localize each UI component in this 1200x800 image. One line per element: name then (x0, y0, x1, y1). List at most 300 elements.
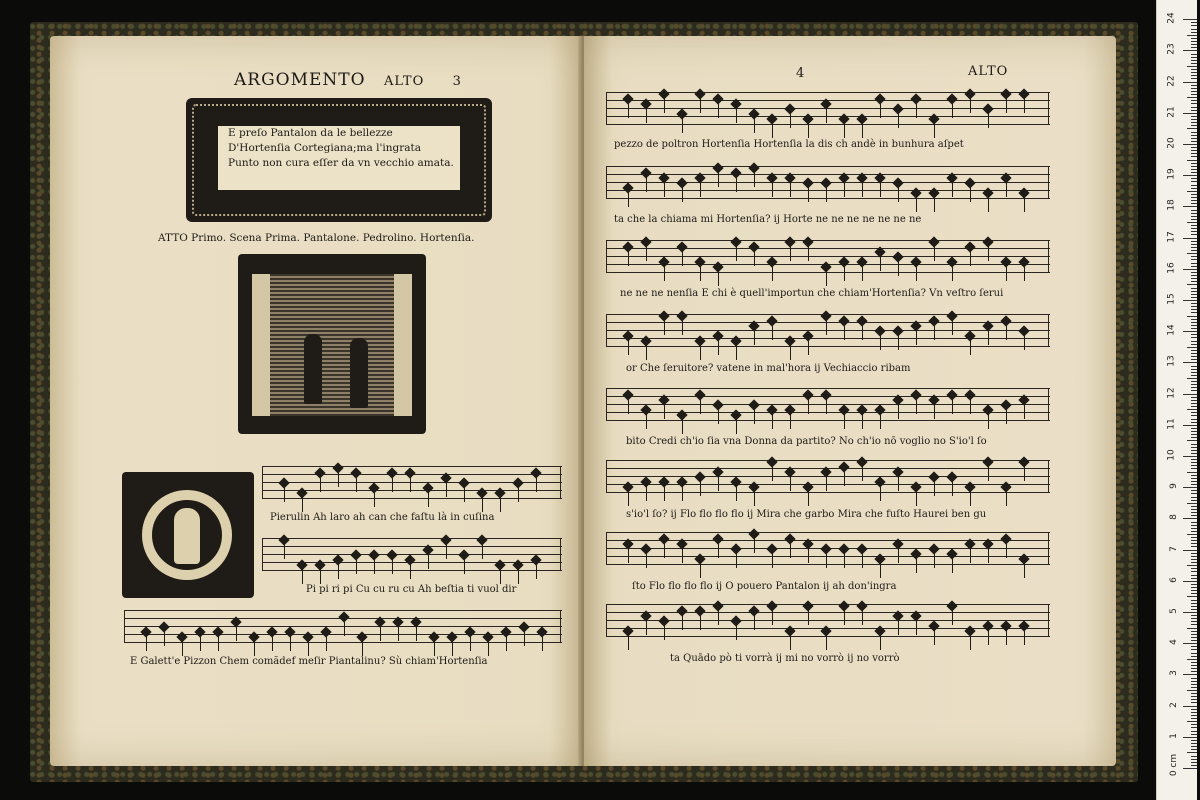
music-staff (606, 162, 1050, 202)
note-stem (862, 610, 863, 625)
ruler-tick (1191, 531, 1197, 532)
note-stem (664, 404, 665, 419)
ruler-tick (1191, 166, 1197, 167)
ruler-tick (1191, 100, 1197, 101)
note-stem (700, 563, 701, 578)
note-stem (808, 399, 809, 414)
note-stem (934, 325, 935, 340)
note-stem (646, 177, 647, 192)
note-stem (344, 621, 345, 636)
ruler-tick (1191, 103, 1197, 104)
note-stem (392, 559, 393, 574)
ruler-tick (1191, 366, 1197, 367)
note-stem (916, 620, 917, 635)
note-stem (664, 320, 665, 335)
ruler-tick (1183, 643, 1197, 644)
note-stem (844, 325, 845, 340)
note-stem (772, 414, 773, 429)
note-stem (934, 553, 935, 568)
note-stem (790, 113, 791, 128)
note-stem (682, 118, 683, 133)
ruler-number: 22 (1166, 74, 1177, 87)
ruler-tick (1191, 38, 1197, 39)
ruler-tick (1191, 450, 1197, 451)
note-stem (808, 548, 809, 563)
ruler-tick (1191, 406, 1197, 407)
staff-bar (606, 314, 607, 347)
ruler-tick (1191, 119, 1197, 120)
note-stem (718, 476, 719, 491)
note-stem (700, 182, 701, 197)
ruler-tick (1191, 702, 1197, 703)
ruler-tick (1191, 91, 1197, 92)
note-stem (772, 123, 773, 138)
note-stem (308, 641, 309, 656)
note-stem (356, 559, 357, 574)
ruler-tick (1191, 132, 1197, 133)
note-stem (862, 123, 863, 138)
staff-line (606, 476, 1050, 477)
ruler-tick (1191, 656, 1197, 657)
ruler-tick (1187, 721, 1197, 722)
ruler-tick (1191, 29, 1197, 30)
ruler-tick (1183, 737, 1197, 738)
note-stem (934, 481, 935, 496)
left-header-voice: ALTO (383, 74, 425, 89)
note-stem (628, 192, 629, 207)
note-stem (164, 631, 165, 646)
ruler-number: 20 (1166, 137, 1177, 149)
note-stem (718, 172, 719, 187)
staff-line (124, 642, 562, 643)
note-stem (682, 251, 683, 266)
right-page-number: 4 (796, 66, 805, 81)
note-stem (862, 466, 863, 481)
ruler-tick (1191, 465, 1197, 466)
ruler-tick (1191, 203, 1197, 204)
ruler-tick (1191, 309, 1197, 310)
note-stem (970, 399, 971, 414)
note-stem (772, 182, 773, 197)
note-stem (718, 103, 719, 118)
ruler-tick (1191, 546, 1197, 547)
note-stem (862, 182, 863, 197)
ruler-tick (1183, 581, 1197, 582)
ruler-tick (1187, 35, 1197, 36)
ruler-tick (1187, 409, 1197, 410)
ruler-tick (1191, 734, 1197, 735)
note-stem (736, 419, 737, 434)
ruler-tick (1191, 381, 1197, 382)
note-stem (1024, 98, 1025, 113)
note-stem (808, 491, 809, 506)
note-stem (898, 113, 899, 128)
note-stem (844, 610, 845, 625)
ruler-tick (1191, 156, 1197, 157)
ruler-tick (1191, 649, 1197, 650)
note-stem (284, 544, 285, 559)
note-stem (646, 246, 647, 261)
ruler-tick (1191, 606, 1197, 607)
note-stem (416, 626, 417, 641)
note-stem (934, 197, 935, 212)
ruler-number: 6 (1169, 576, 1180, 583)
note-stem (1006, 266, 1007, 281)
staff-bar (1048, 532, 1049, 565)
staff-bar (1048, 388, 1049, 421)
ruler-tick (1191, 153, 1197, 154)
ruler-number: 10 (1166, 449, 1177, 461)
staff-line (606, 620, 1050, 621)
ruler-tick (1191, 213, 1197, 214)
ruler-tick (1191, 575, 1197, 576)
ruler-tick (1187, 596, 1197, 597)
staff-line (262, 498, 562, 499)
ruler-tick (1187, 66, 1197, 67)
staff-bar (1048, 314, 1049, 347)
note-stem (880, 103, 881, 118)
staff-bar (1048, 240, 1049, 273)
note-stem (446, 482, 447, 497)
ruler-tick (1191, 47, 1197, 48)
cartouche-line: E preſo Pantalon da le bellezze (228, 127, 393, 139)
note-stem (772, 610, 773, 625)
note-stem (362, 641, 363, 656)
note-stem (952, 481, 953, 496)
ruler-tick (1191, 462, 1197, 463)
ruler-tick (1191, 400, 1197, 401)
note-stem (862, 325, 863, 340)
staff-line (262, 466, 562, 467)
note-stem (488, 641, 489, 656)
ruler-tick (1183, 82, 1197, 83)
ruler-tick (1191, 665, 1197, 666)
ruler-number: 23 (1166, 43, 1177, 56)
ruler-tick (1191, 194, 1197, 195)
note-stem (718, 340, 719, 355)
note-stem (880, 256, 881, 271)
ruler-tick (1187, 222, 1197, 223)
ruler-tick (1191, 225, 1197, 226)
staff-line (606, 604, 1050, 605)
staff-line (124, 634, 562, 635)
ruler-number: 12 (1166, 386, 1177, 399)
ruler-tick (1191, 259, 1197, 260)
staff-line (606, 420, 1050, 421)
ruler-tick (1191, 687, 1197, 688)
ruler-tick (1191, 291, 1197, 292)
note-stem (272, 636, 273, 651)
ruler-tick (1191, 731, 1197, 732)
ruler-tick (1191, 303, 1197, 304)
left-header-title: ARGOMENTO (234, 70, 366, 90)
music-staff (606, 600, 1050, 640)
note-stem (410, 564, 411, 579)
ruler-tick (1191, 746, 1197, 747)
note-stem (1006, 630, 1007, 645)
note-stem (628, 251, 629, 266)
ruler-tick (1191, 241, 1197, 242)
ruler-tick (1191, 234, 1197, 235)
note-stem (754, 491, 755, 506)
music-staff (606, 236, 1050, 276)
ruler-tick (1191, 125, 1197, 126)
ruler-tick (1191, 244, 1197, 245)
ruler-tick (1191, 141, 1197, 142)
staff-line (606, 248, 1050, 249)
ruler-number: 2 (1169, 701, 1180, 708)
note-stem (808, 340, 809, 355)
note-stem (898, 620, 899, 635)
ruler-tick (1183, 331, 1197, 332)
note-stem (736, 108, 737, 123)
lyric-line: bito Credi ch'io ſia vna Donna da partito? No ch'io nō voglio no S'io'l ſo (626, 436, 987, 447)
note-stem (862, 414, 863, 429)
ruler-tick (1187, 160, 1197, 161)
ruler-tick (1191, 69, 1197, 70)
staff-line (606, 198, 1050, 199)
ruler-tick (1191, 375, 1197, 376)
note-stem (952, 610, 953, 625)
note-stem (898, 187, 899, 202)
note-stem (1006, 98, 1007, 113)
ruler-tick (1191, 537, 1197, 538)
staff-bar (1048, 604, 1049, 637)
ruler-tick (1191, 556, 1197, 557)
note-stem (970, 548, 971, 563)
note-stem (428, 554, 429, 569)
note-stem (754, 538, 755, 553)
note-stem (682, 548, 683, 563)
staff-line (606, 330, 1050, 331)
ruler-tick (1191, 172, 1197, 173)
music-staff (606, 88, 1050, 128)
ruler-tick (1191, 587, 1197, 588)
ruler-tick (1191, 169, 1197, 170)
ruler-number: 13 (1166, 355, 1177, 368)
ruler-tick (1191, 263, 1197, 264)
note-stem (898, 335, 899, 350)
note-stem (338, 564, 339, 579)
staff-bar (560, 538, 561, 571)
note-stem (736, 486, 737, 501)
note-stem (754, 409, 755, 424)
ruler-tick (1191, 699, 1197, 700)
note-stem (1024, 335, 1025, 350)
ruler-tick (1191, 228, 1197, 229)
note-stem (988, 113, 989, 128)
ruler-tick (1191, 637, 1197, 638)
note-stem (736, 553, 737, 568)
ruler-tick (1191, 593, 1197, 594)
ruler-tick (1191, 646, 1197, 647)
ruler-tick (1191, 107, 1197, 108)
ruler-tick (1191, 506, 1197, 507)
note-stem (1024, 266, 1025, 281)
ruler-tick (1191, 515, 1197, 516)
ruler-tick (1191, 671, 1197, 672)
ruler-tick (1191, 696, 1197, 697)
ruler-tick (1191, 415, 1197, 416)
note-stem (146, 636, 147, 651)
ruler-tick (1183, 394, 1197, 395)
ruler-tick (1191, 727, 1197, 728)
ruler-tick (1191, 210, 1197, 211)
right-header-voice: ALTO (968, 64, 1009, 79)
ruler-tick (1191, 712, 1197, 713)
note-stem (970, 635, 971, 650)
lyric-line: ne ne ne nenſia E chi è quell'importun che chiam'Hortenſia? Vn veſtro ſerui (620, 288, 1004, 299)
ruler-tick (1191, 181, 1197, 182)
note-stem (682, 187, 683, 202)
staff-line (606, 116, 1050, 117)
note-stem (500, 569, 501, 584)
note-stem (970, 187, 971, 202)
woodcut-scene (252, 274, 412, 416)
ruler-tick (1191, 384, 1197, 385)
note-stem (772, 266, 773, 281)
ruler-tick (1191, 621, 1197, 622)
note-stem (754, 330, 755, 345)
staff-bar (262, 466, 263, 499)
note-stem (320, 569, 321, 584)
ruler-tick (1191, 247, 1197, 248)
note-stem (916, 103, 917, 118)
ruler-tick (1191, 624, 1197, 625)
note-stem (236, 626, 237, 641)
staff-bar (606, 166, 607, 199)
note-stem (646, 486, 647, 501)
note-stem (970, 98, 971, 113)
ruler-tick (1191, 359, 1197, 360)
staff-line (262, 490, 562, 491)
note-stem (718, 271, 719, 286)
decorated-initial (122, 472, 254, 598)
ruler-tick (1191, 762, 1197, 763)
ruler-tick (1191, 634, 1197, 635)
note-stem (916, 330, 917, 345)
staff-bar (262, 538, 263, 571)
ruler-tick (1191, 475, 1197, 476)
note-stem (898, 548, 899, 563)
note-stem (682, 615, 683, 630)
note-stem (826, 271, 827, 286)
ruler-tick (1183, 50, 1197, 51)
note-stem (254, 641, 255, 656)
staff-bar (606, 604, 607, 637)
note-stem (862, 553, 863, 568)
note-stem (988, 330, 989, 345)
ruler-tick (1187, 534, 1197, 535)
note-stem (916, 491, 917, 506)
ruler-tick (1191, 490, 1197, 491)
note-stem (970, 251, 971, 266)
music-staff (606, 528, 1050, 568)
staff-bar (560, 466, 561, 499)
music-staff (262, 534, 562, 574)
music-staff (606, 310, 1050, 350)
ruler-tick (1191, 219, 1197, 220)
ruler-tick (1183, 768, 1197, 769)
staff-line (606, 166, 1050, 167)
note-stem (916, 399, 917, 414)
note-stem (1024, 630, 1025, 645)
ruler-number: 5 (1169, 608, 1180, 614)
ruler-tick (1191, 44, 1197, 45)
ruler-number: 4 (1169, 639, 1180, 646)
ruler-tick (1191, 78, 1197, 79)
ruler-tick (1191, 662, 1197, 663)
ruler-tick (1191, 618, 1197, 619)
ruler-tick (1187, 347, 1197, 348)
measurement-ruler (1156, 0, 1197, 800)
ruler-tick (1191, 369, 1197, 370)
ruler-tick (1191, 512, 1197, 513)
ruler-tick (1191, 72, 1197, 73)
ruler-tick (1191, 609, 1197, 610)
ruler-tick (1191, 562, 1197, 563)
note-stem (326, 636, 327, 651)
note-stem (628, 491, 629, 506)
ruler-tick (1191, 615, 1197, 616)
ruler-tick (1191, 278, 1197, 279)
staff-line (606, 532, 1050, 533)
note-stem (1024, 197, 1025, 212)
ruler-number: 1 (1169, 732, 1180, 739)
staff-line (606, 174, 1050, 175)
note-stem (772, 325, 773, 340)
note-stem (736, 625, 737, 640)
staff-line (606, 484, 1050, 485)
ruler-tick (1191, 178, 1197, 179)
ruler-tick (1191, 200, 1197, 201)
ruler-tick (1191, 387, 1197, 388)
note-stem (718, 610, 719, 625)
note-stem (988, 414, 989, 429)
ruler-tick (1191, 328, 1197, 329)
note-stem (772, 553, 773, 568)
ruler-tick (1191, 481, 1197, 482)
note-stem (646, 345, 647, 360)
staff-line (606, 404, 1050, 405)
lyric-line: pezzo de poltron Hortenſia Hortenſia la dis ch andè in bunhura aſpet (614, 139, 964, 150)
ruler-tick (1191, 453, 1197, 454)
ruler-tick (1191, 434, 1197, 435)
ruler-tick (1191, 478, 1197, 479)
ruler-tick (1191, 444, 1197, 445)
note-stem (790, 345, 791, 360)
note-stem (826, 553, 827, 568)
ruler-tick (1191, 216, 1197, 217)
note-stem (700, 345, 701, 360)
ruler-tick (1191, 600, 1197, 601)
note-stem (754, 118, 755, 133)
note-stem (880, 635, 881, 650)
note-stem (826, 399, 827, 414)
note-stem (410, 477, 411, 492)
ruler-tick (1191, 509, 1197, 510)
ruler-tick (1191, 403, 1197, 404)
ruler-tick (1191, 266, 1197, 267)
note-stem (754, 251, 755, 266)
cartouche-text (216, 124, 462, 192)
ruler-tick (1191, 297, 1197, 298)
note-stem (754, 172, 755, 187)
note-stem (182, 641, 183, 656)
ruler-tick (1191, 412, 1197, 413)
ruler-tick (1191, 88, 1197, 89)
ruler-tick (1187, 191, 1197, 192)
